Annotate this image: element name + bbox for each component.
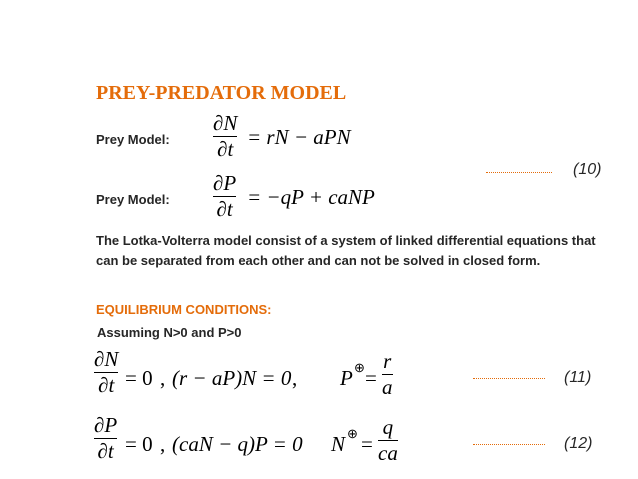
eq12-superscript: ⊕	[347, 426, 358, 441]
eq11-numerator: ∂N	[94, 347, 119, 371]
eq12-derivative	[94, 414, 117, 463]
eq12-separator-1: ,	[160, 432, 166, 456]
eq-number-11: (11)	[564, 369, 592, 386]
eq12-numerator: ∂P	[94, 413, 118, 437]
eq-number-10: (10)	[573, 161, 602, 178]
eq2-rhs: = −qP + caNP	[247, 185, 375, 209]
eq11-equals-zero: = 0	[125, 366, 153, 390]
eq12-lhs: N	[331, 432, 346, 456]
eq11-middle: (r − aP)N = 0	[172, 366, 292, 390]
eq1-numerator: ∂N	[213, 111, 238, 135]
eq12-frac-numerator: q	[382, 415, 394, 439]
description-paragraph: The Lotka-Volterra model consist of a system of linked differential equations that can be separated from each other and can not be solved in closed form.	[96, 233, 596, 268]
eq11-lhs: P	[340, 366, 353, 390]
prey-model-label-2: Prey Model:	[96, 192, 170, 207]
leader-dots-12	[473, 444, 545, 445]
eq12-equals: =	[361, 432, 373, 456]
eq11-fraction	[382, 350, 393, 399]
eq11-derivative	[94, 348, 118, 397]
eq12-equals-zero: = 0	[125, 432, 153, 456]
eq1-denominator: ∂t	[217, 137, 234, 161]
eq11-frac-numerator: r	[383, 349, 392, 373]
eq12-fraction	[378, 416, 398, 465]
eq2-derivative	[213, 172, 236, 221]
eq11-denominator: ∂t	[98, 373, 115, 397]
slide-title: PREY-PREDATOR MODEL	[96, 82, 347, 104]
eq11-superscript: ⊕	[354, 360, 365, 375]
eq12-middle: (caN − q)P = 0	[172, 432, 303, 456]
eq2-numerator: ∂P	[213, 171, 237, 195]
eq11-separator-1: ,	[160, 366, 166, 390]
eq12-denominator: ∂t	[97, 439, 114, 463]
assumption-text: Assuming N>0 and P>0	[97, 325, 242, 340]
eq12-frac-denominator: ca	[378, 441, 398, 465]
eq1-rhs: = rN − aPN	[247, 125, 351, 149]
eq2-denominator: ∂t	[216, 197, 233, 221]
eq1-derivative	[213, 112, 237, 161]
eq11-frac-denominator: a	[382, 375, 393, 399]
equilibrium-heading: EQUILIBRIUM CONDITIONS:	[96, 302, 272, 317]
eq11-equals: =	[365, 366, 377, 390]
eq-number-12: (12)	[564, 435, 593, 452]
leader-dots-10	[486, 172, 552, 173]
eq11-separator-2: ,	[292, 366, 298, 390]
prey-model-label-1: Prey Model:	[96, 132, 170, 147]
leader-dots-11	[473, 378, 545, 379]
